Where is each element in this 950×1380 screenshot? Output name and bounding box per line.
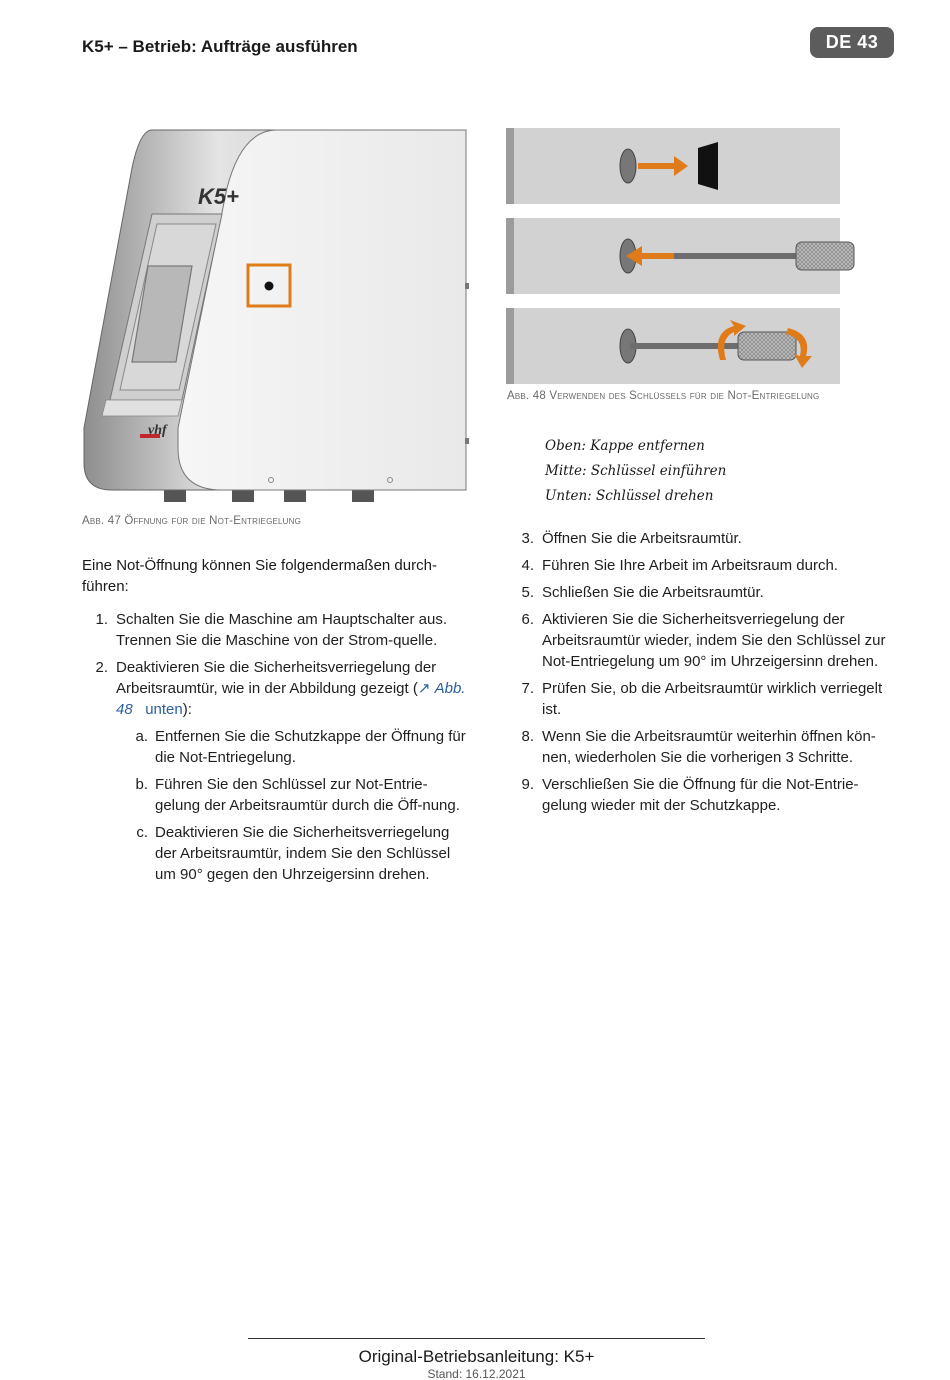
panel-turn-key bbox=[506, 308, 840, 384]
side-clip bbox=[465, 283, 469, 289]
step-number: 1. bbox=[95, 611, 108, 628]
machine-logo: K5+ bbox=[198, 184, 239, 209]
key-handle bbox=[738, 332, 796, 360]
step-text: Öffnen Sie die Arbeitsraumtür. bbox=[542, 530, 742, 547]
step-number: 4. bbox=[521, 557, 534, 574]
steps-list-left bbox=[82, 609, 467, 891]
list-item bbox=[508, 555, 900, 576]
panel-insert-key bbox=[506, 218, 854, 294]
key-shaft bbox=[630, 343, 742, 349]
figure-48-key-usage bbox=[506, 128, 856, 386]
legend-line: Unten: Schlüssel drehen bbox=[545, 488, 714, 504]
page-header-title: K5+ – Betrieb: Aufträge ausführen bbox=[82, 37, 358, 56]
footer-divider bbox=[248, 1338, 705, 1339]
figure-reference-suffix: unten bbox=[145, 701, 183, 718]
panel-remove-cap bbox=[506, 128, 840, 204]
step-number: 7. bbox=[521, 680, 534, 697]
list-item bbox=[82, 657, 467, 720]
side-clip bbox=[465, 438, 469, 444]
step-text: Schalten Sie die Maschine am Hauptschalter aus. Trennen Sie die Maschine von der Strom-quelle. bbox=[116, 611, 448, 649]
step-text-end: ): bbox=[182, 701, 192, 718]
step-text: Aktivieren Sie die Sicherheitsverriegelung der Arbeitsraumtür wieder, indem Sie den Schlüssel zur Not-Entriegelung um 90° im Uhrzeigersinn drehen. bbox=[542, 611, 886, 670]
step-text: Verschließen Sie die Öffnung für die Not-Entrie-gelung wieder mit der Schutzkappe. bbox=[542, 776, 859, 814]
list-item bbox=[508, 774, 900, 816]
substep-text: Deaktivieren Sie die Sicherheitsverriegelung der Arbeitsraumtür, indem Sie den Schlüssel um 90° gegen den Uhrzeigersinn drehen. bbox=[155, 824, 451, 883]
step-number: 5. bbox=[521, 584, 534, 601]
emergency-opening-hole bbox=[265, 282, 274, 291]
step-number: 2. bbox=[95, 659, 108, 676]
footer-date: Stand: 16.12.2021 bbox=[427, 1367, 526, 1380]
figure-47-caption: Abb. 47 Öffnung für die Not-Entriegelung bbox=[82, 515, 302, 527]
key-handle bbox=[796, 242, 854, 270]
list-item bbox=[82, 726, 467, 768]
step-number: 6. bbox=[521, 611, 534, 628]
protective-cap bbox=[698, 142, 718, 190]
intro-paragraph: Eine Not-Öffnung können Sie folgendermaßen durch-führen: bbox=[82, 557, 437, 595]
substep-text: Führen Sie den Schlüssel zur Not-Entrie-gelung der Arbeitsraumtür durch die Öff-nung. bbox=[155, 776, 460, 814]
substep-text: Entfernen Sie die Schutzkappe der Öffnung für die Not-Entriegelung. bbox=[155, 728, 466, 766]
substep-letter: c. bbox=[136, 824, 148, 841]
step-text: Wenn Sie die Arbeitsraumtür weiterhin öffnen kön-nen, wiederholen Sie die vorherigen 3 Schritte. bbox=[542, 728, 876, 766]
list-item bbox=[508, 726, 900, 768]
machine-front-strip bbox=[102, 400, 182, 416]
step-number: 9. bbox=[521, 776, 534, 793]
footer-title: Original-Betriebsanleitung: K5+ bbox=[358, 1347, 595, 1366]
step-text: Deaktivieren Sie die Sicherheitsverriegelung der Arbeitsraumtür, wie in der Abbildung gezeigt ( bbox=[116, 659, 437, 697]
step-text: Führen Sie Ihre Arbeit im Arbeitsraum durch. bbox=[542, 557, 838, 574]
list-item bbox=[508, 678, 900, 720]
step-number: 3. bbox=[521, 530, 534, 547]
external-link-icon: ↗ bbox=[417, 680, 431, 697]
figure-reference-text: Abb. 48 bbox=[116, 680, 466, 718]
list-item bbox=[508, 609, 900, 672]
substep-letter: a. bbox=[135, 728, 148, 745]
list-item bbox=[82, 609, 467, 651]
cap-hole bbox=[620, 149, 636, 183]
figure-48-caption: Abb. 48 Verwenden des Schlüssels für die Not-Entriegelung bbox=[507, 390, 820, 402]
page-number-badge: DE 43 bbox=[810, 27, 894, 58]
legend-line: Oben: Kappe entfernen bbox=[545, 438, 705, 454]
figure-48-legend bbox=[545, 434, 726, 509]
list-item bbox=[508, 582, 900, 603]
figure-47-machine bbox=[82, 128, 470, 506]
key-shaft bbox=[674, 253, 798, 259]
list-item bbox=[82, 822, 467, 885]
list-item bbox=[82, 774, 467, 816]
legend-line: Mitte: Schlüssel einführen bbox=[545, 463, 727, 479]
substep-letter: b. bbox=[135, 776, 148, 793]
steps-list-right bbox=[508, 528, 900, 822]
step-number: 8. bbox=[521, 728, 534, 745]
step-text: Prüfen Sie, ob die Arbeitsraumtür wirklich verriegelt ist. bbox=[542, 680, 883, 718]
list-item bbox=[508, 528, 900, 549]
brand-logo: vhf bbox=[148, 423, 167, 438]
step-text: Schließen Sie die Arbeitsraumtür. bbox=[542, 584, 764, 601]
